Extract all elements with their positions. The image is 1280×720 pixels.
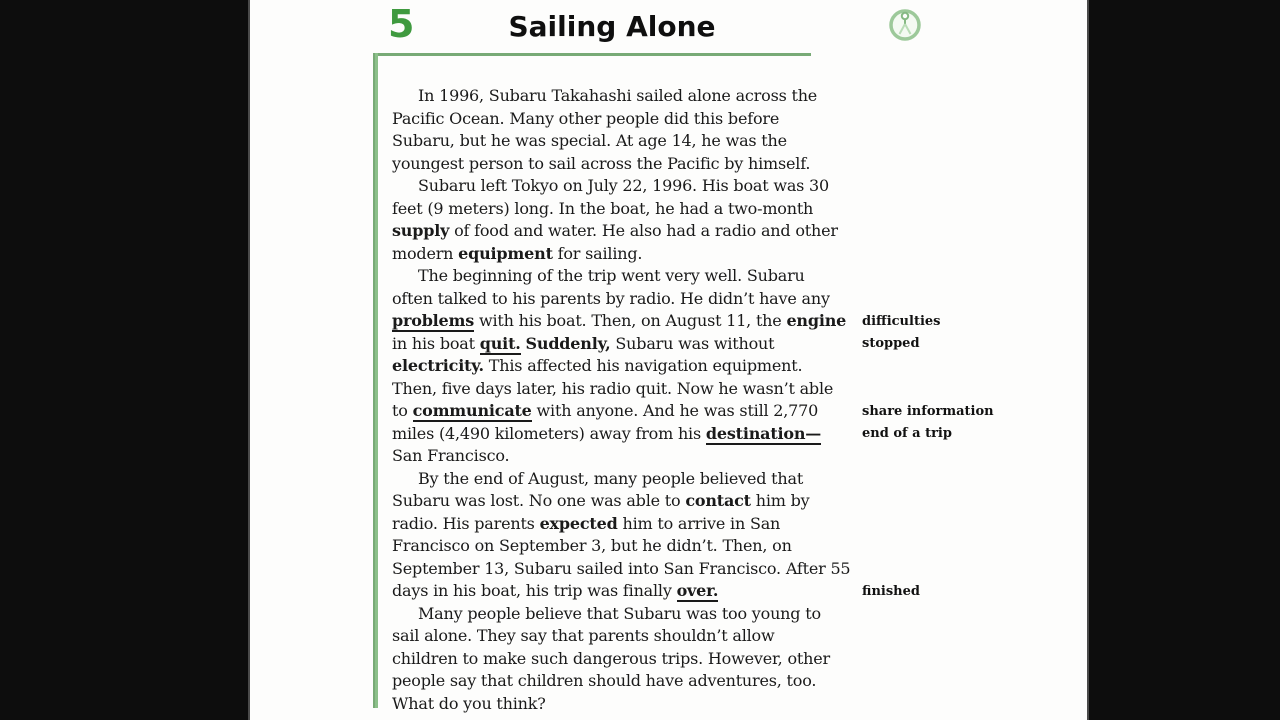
glossed-term: communicate [412,401,532,420]
reading-passage [392,85,851,715]
text-run: in his boat [392,333,480,353]
bold-term: electricity. [392,356,484,375]
passage-line [392,288,830,311]
passage-line [392,355,816,378]
passage-line [392,85,816,108]
text-run: San Francisco. [392,446,510,465]
text-run: radio. His parents [392,513,540,533]
bold-term: expected [539,513,618,533]
margin-gloss: finished [862,584,920,599]
text-run: youngest person to sail across the Pacific by himself. [392,153,811,173]
green-vertical-rule [373,53,378,708]
text-run: days in his boat, his trip was finally [392,581,677,600]
text-run: miles (4,490 kilometers) away from his [392,423,706,443]
bold-term: contact [685,491,751,510]
text-run: people say that children should have adventures, too. [392,671,817,690]
passage-line [392,513,816,536]
passage-line [392,378,834,401]
glossed-term: quit. [479,333,521,353]
glossed-term: problems [392,311,475,330]
passage-line [392,175,830,198]
passage-line [392,423,822,446]
text-run: children to make such dangerous trips. However, other [392,648,830,668]
bold-term: engine [786,311,847,330]
passage-line [392,310,847,333]
bold-term: equipment [458,243,553,263]
green-horizontal-rule [373,53,811,56]
passage-line [392,265,816,288]
passage-line [392,603,821,626]
text-run: him by [750,491,810,510]
unit-number: 5 [388,2,415,46]
text-run: often talked to his parents by radio. He didn’t have any [392,288,830,308]
text-run: Subaru was lost. No one was able to [392,491,686,510]
text-run: Subaru was without [610,333,775,353]
margin-gloss: difficulties [862,314,941,329]
text-run: This affected his navigation equipment. [483,356,803,375]
text-run: Subaru left Tokyo on July 22, 1996. His boat was 30 [418,176,830,195]
text-run: with his boat. Then, on August 11, the [474,311,787,330]
text-run: What do you think? [392,693,546,713]
text-run: Then, five days later, his radio quit. Now he wasn’t able [392,378,834,398]
passage-line [392,108,816,131]
passage-line [392,490,816,513]
bold-term: supply [392,221,450,240]
text-run: Subaru, but he was special. At age 14, he was the [392,131,787,150]
passage-line [392,625,816,648]
passage-line [392,243,816,266]
text-run: By the end of August, many people believed that [418,468,804,488]
glossed-term: destination— [705,423,822,443]
passage-line [392,400,819,423]
text-run: September 13, Subaru sailed into San Francisco. After 55 [392,558,851,578]
passage-line [392,468,816,491]
passage-line [392,130,816,153]
text-run: of food and water. He also had a radio and other [449,221,838,240]
bold-term: Suddenly, [525,333,611,353]
timer-icon [887,6,923,42]
page-title: Sailing Alone [508,10,716,43]
passage-line [392,220,838,243]
passage-line [392,558,851,581]
textbook-page [248,0,1089,720]
text-run: to [392,401,413,420]
text-run: Pacific Ocean. Many other people did this before [392,108,780,128]
margin-gloss: stopped [862,336,920,351]
glossed-term: over. [676,581,719,600]
text-run: for sailing. [552,243,643,263]
passage-line [392,648,830,671]
margin-gloss: share information [862,404,994,419]
text-run: with anyone. And he was still 2,770 [531,401,819,420]
passage-line [392,670,816,693]
text-run: modern [392,243,459,263]
text-run: him to arrive in San [617,513,781,533]
text-run: The beginning of the trip went very well. Subaru [418,266,805,285]
text-run: Francisco on September 3, but he didn’t. Then, on [392,536,792,555]
passage-line [392,693,816,716]
text-run: sail alone. They say that parents shouldn’t allow [392,626,775,645]
passage-line [392,153,816,176]
passage-line [392,445,816,468]
text-run: feet (9 meters) long. In the boat, he had a two-month [392,198,814,218]
passage-line [392,580,816,603]
passage-line [392,535,816,558]
text-run: Many people believe that Subaru was too young to [418,603,821,623]
passage-line [392,333,816,356]
margin-gloss: end of a trip [862,426,952,441]
text-run: In 1996, Subaru Takahashi sailed alone across the [418,86,818,105]
passage-line [392,198,816,221]
